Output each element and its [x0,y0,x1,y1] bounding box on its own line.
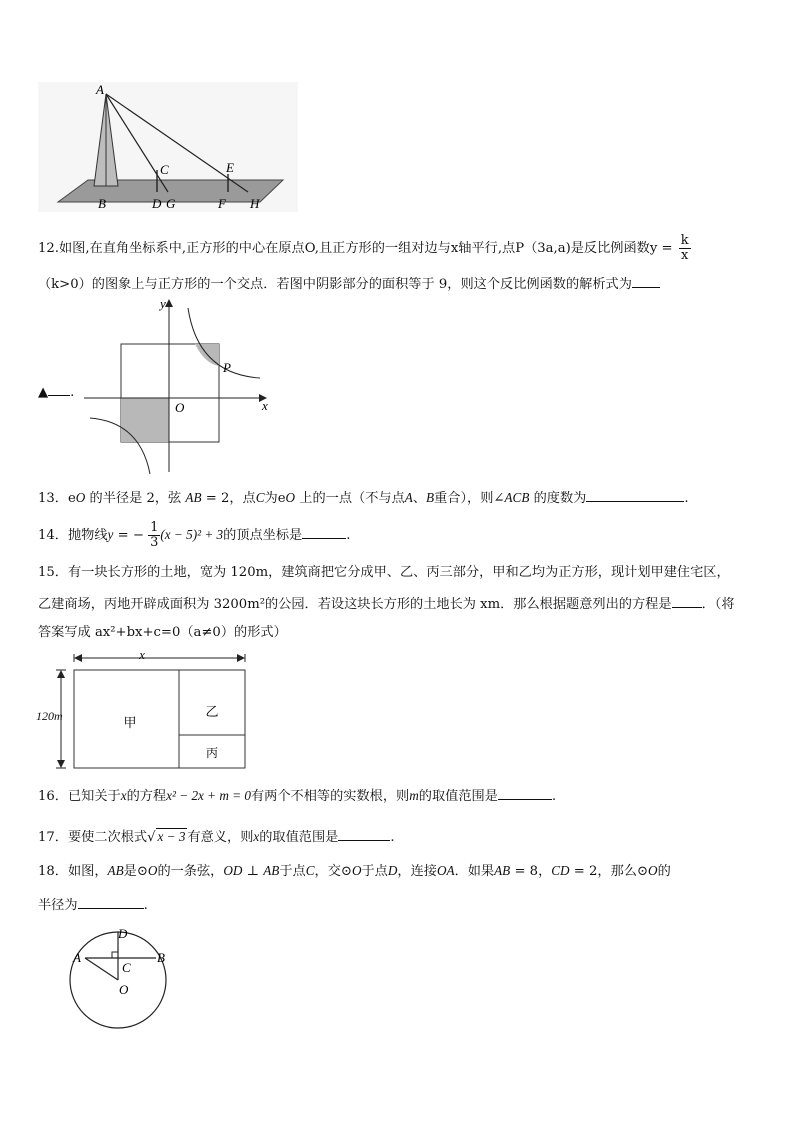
q18-OD: OD [223,863,243,878]
q15-line2 [38,594,735,614]
q13-sep: 、 [412,491,427,506]
q18-eq1: = 8 [510,864,539,879]
q15-line3: 答案写成 ax²+bx+c=0（a≠0）的形式） [38,625,287,640]
q18-C: C [305,863,315,878]
q16-answer-blank[interactable] [498,786,552,800]
q16-equation: x² − 2x + m = 0 [166,788,251,803]
q18-perp: ⊥ [242,864,264,879]
q16-x: x [120,788,127,803]
q13-eq: = 2，点 [201,491,256,506]
q16-text-b: 有两个不相等的实数根，则 [251,789,410,804]
q14-frac-den: 3 [150,535,159,550]
q18-text-line2: 半径为 [38,898,78,913]
q18-text-d: 于点 [279,864,306,879]
right-angle-mark [112,952,118,958]
q12-line1 [38,234,691,263]
q15-text2: 乙建商场，丙地开辟成面积为 3200m²的公园．若设这块长方形的土地长为 xm．那么根据题意列出的方程是 [38,597,672,612]
q13-C: C [255,490,265,505]
q15-label-x: x [139,648,145,662]
q13-text-e: 上的一点（不与点 [295,491,405,506]
q13-O: O [75,490,86,505]
q15-answer-blank[interactable] [672,594,702,608]
q12-answer-mark: ▲ [38,385,49,400]
q14-frac-num: 1 [150,520,159,535]
q12-frac-den: x [681,248,689,263]
q15-label-jia: 甲 [123,715,137,730]
q13: 13．eO 的半径是 2，弦 AB = 2，点C为eO 上的一点（不与点A、B重合），则∠ACB 的度数为 . [38,490,689,506]
q12-text: 12.如图,在直角坐标系中,正方形的中心在原点O,且正方形的一组对边与x轴平行,点P（3a,a)是反比例函数y = [38,241,673,256]
q18-text-f: 于点 [361,864,388,879]
q18-label-C: C [122,960,131,975]
q18-figure [68,922,178,1034]
q17-prefix: 17．要使二次根式 [38,830,148,845]
q13-prefix: 13． [38,491,68,506]
q12-label-O: O [175,400,185,415]
q18-text-h: ．如果 [454,864,495,879]
q18-O3: O [648,863,658,878]
q17: 17．要使二次根式√ x − 3 有意义，则x的取值范围是 . [38,829,395,845]
q12-frac-num: k [680,233,689,248]
q12-label-P: P [223,360,231,375]
q18-O: O [147,863,158,878]
q16-text-c: 的取值范围是 [418,789,498,804]
q12-answer-blank[interactable] [632,274,660,288]
q18-label-B: B [157,950,165,965]
q18-text-e: ，交⊙ [314,864,352,879]
q17-radicand: x − 3 [157,829,186,844]
q13-O2: O [285,490,296,505]
q13-text-b: 的半径是 2，弦 [85,491,186,506]
q13-B: B [426,490,435,505]
pyramid-figure [38,82,298,212]
q15-figure [34,648,254,774]
shaded-region-bottom-left [121,398,169,442]
q18-D: D [387,863,398,878]
q12-text2: （k>0）的图象上与正方形的一个交点．若图中阴影部分的面积等于 9，则这个反比例函数的解析式为 [38,277,632,292]
label-C: C [160,162,169,177]
q16: 16．已知关于x的方程x² − 2x + m = 0有两个不相等的实数根，则m的取值范围是 . [38,788,557,804]
q18-AB2: AB [263,863,280,878]
q17-answer-blank[interactable] [338,827,390,841]
segment-OA [85,958,118,980]
q14-eq: = − [113,528,144,543]
q18-CD: CD [551,863,570,878]
q18-AB: AB [107,863,124,878]
q13-e: e [67,491,76,506]
q12-figure [80,294,280,476]
q12-line2 [38,274,660,294]
q18-label-A: A [73,950,81,965]
q16-prefix: 16．已知关于 [38,789,121,804]
q18-text-i: ，那么⊙ [597,864,649,879]
q13-text-c: 为 [264,491,278,506]
label-D: D [152,196,162,211]
q14-y: y [107,527,114,542]
q18-line1 [38,862,671,881]
q13-text-f: 重合），则∠ [434,491,505,506]
q15-line1: 15．有一块长方形的土地，宽为 120m，建筑商把它分成甲、乙、丙三部分，甲和乙均为正方形，现计划甲建住宅区， [38,565,730,580]
q16-m: m [409,788,419,803]
q12-answer: ▲ . [38,382,74,402]
q18-answer-blank[interactable] [78,895,144,909]
q13-answer-blank[interactable] [586,488,684,502]
q18-label-O: O [119,982,129,997]
q16-text-a: 的方程 [126,789,167,804]
q15-label-bing: 丙 [205,746,219,760]
q17-x: x [253,829,260,844]
q18-text-g: ，连接 [397,864,437,879]
q13-AB: AB [185,490,202,505]
q18-text-j: 的 [657,864,671,879]
q18-AB3: AB [494,863,511,878]
q18-comma: ， [538,864,552,879]
label-A: A [96,82,104,97]
q12-label-x: x [262,398,268,413]
q12-label-y: y [160,296,166,311]
q14: 14．抛物线y = − $\frac{1}{3}$ (x − 5)² + 3的顶点坐标是 . [38,520,351,550]
land-rectangle [74,670,245,768]
q15-label-yi: 乙 [205,704,219,719]
q18-line2: 半径为 . [38,895,148,915]
q14-prefix: 14．抛物线 [38,528,108,543]
q13-A: A [404,490,413,505]
q13-e2: e [277,491,286,506]
label-H: H [250,196,260,211]
q18-prefix: 18．如图， [38,864,108,879]
q13-ACB: ACB [504,490,530,505]
q13-text-g: 的度数为 [529,491,587,506]
q14-expr: (x − 5)² + 3 [160,527,224,542]
q18-O2: O [351,863,362,878]
q14-suffix: 的顶点坐标是 [223,528,303,543]
label-B: B [98,196,106,211]
q12-fraction [679,234,691,263]
q15-text2-end: ．（将 [701,597,735,612]
label-G: G [166,196,176,211]
q18-OA: OA [436,863,455,878]
q12-answer-line[interactable] [48,382,70,396]
q17-text-b: 的取值范围是 [259,830,339,845]
q18-label-D: D [118,926,128,941]
q15-label-height: 120m [36,709,63,723]
q18-text-b: 是⊙ [123,864,148,879]
q14-answer-blank[interactable] [302,525,346,539]
q14-fraction [148,521,160,550]
label-E: E [226,160,234,175]
q18-eq2: = 2 [569,864,598,879]
q17-text-a: 有意义，则 [187,830,254,845]
q18-text-c: 的一条弦， [157,864,224,879]
label-F: F [218,196,226,211]
